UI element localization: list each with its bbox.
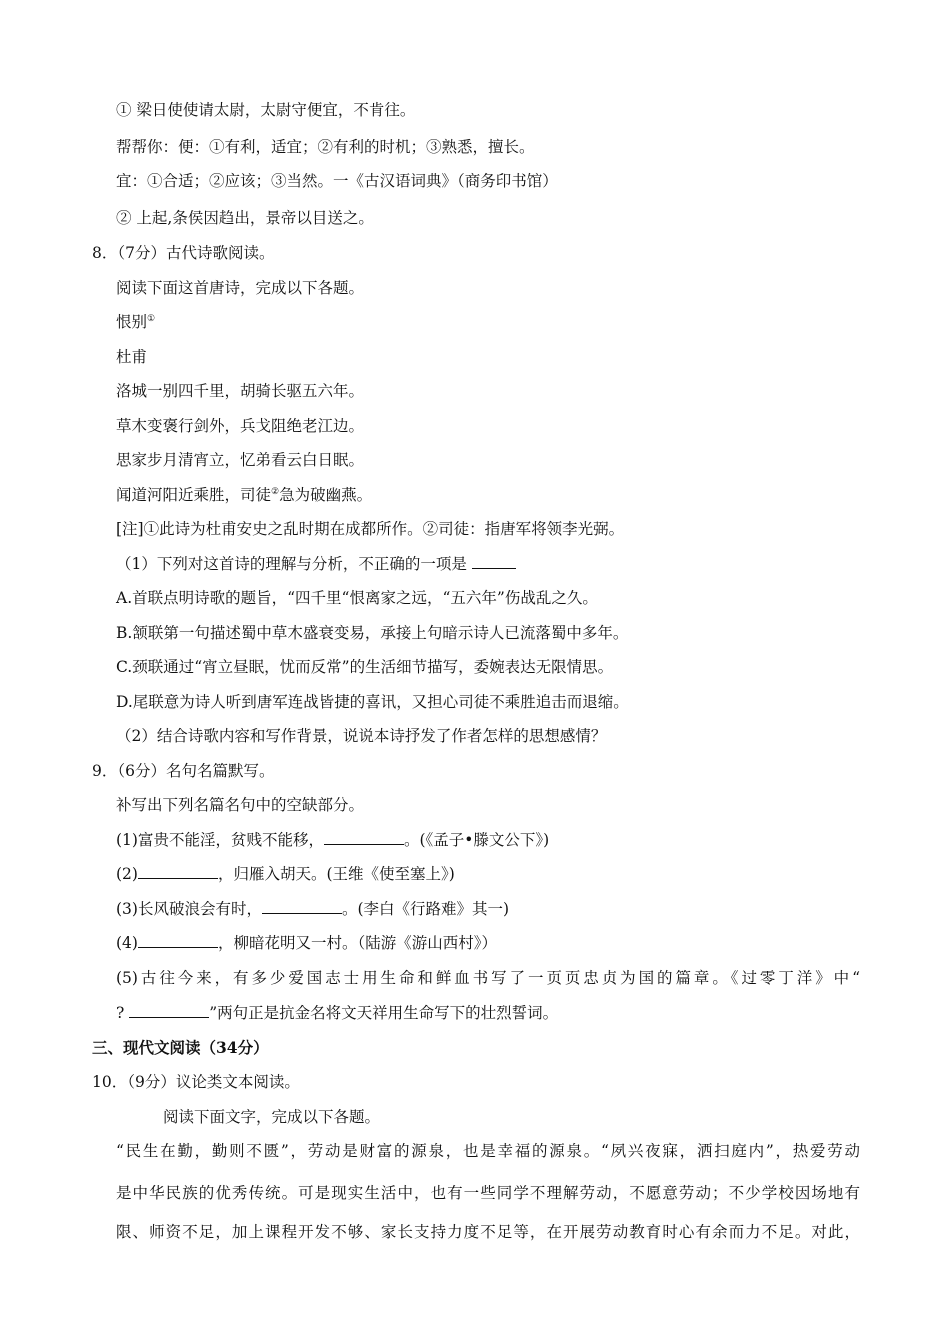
footnote-marker: ②: [271, 486, 280, 497]
poem-line: 洛城一别四千里，胡骑长驱五六年。: [116, 382, 365, 400]
option-c: C.颈联通过“宵立昼眠，忧而反常”的生活细节描写，委婉表达无限情思。: [116, 658, 614, 676]
q9-item-text: 。(李白《行路难》其一): [341, 900, 510, 918]
q10-intro: 阅读下面文字，完成以下各题。: [163, 1108, 381, 1126]
q9-item-text: ”两句正是抗金名将文天祥用生命写下的壮烈誓词。: [209, 1004, 559, 1022]
poem-line: 草木变褒行剑外，兵戈阻绝老江边。: [116, 417, 365, 435]
q9-item-text: (1)富贵不能淫，贫贱不能移，: [116, 831, 324, 849]
answer-blank[interactable]: [262, 899, 342, 914]
q8-sub2: （2）结合诗歌内容和写作背景，说说本诗抒发了作者怎样的思想感情？: [116, 727, 607, 745]
paragraph-line: 限、师资不足，加上课程开发不够、家长支持力度不足等，在开展劳动教育时心有余而力不足。对此，: [116, 1223, 860, 1241]
text-line: ① 梁日使使请太尉，太尉守便宜，不肯往。: [116, 101, 416, 119]
paragraph-line: “民生在勤，勤则不匮”，劳动是财富的源泉，也是幸福的源泉。“夙兴夜寐，洒扫庭内”，热爱劳动: [116, 1142, 860, 1160]
poem-title: [116, 311, 155, 333]
answer-blank[interactable]: [472, 554, 516, 569]
text-line: 宜：①合适；②应该；③当然。一《古汉语词典》（商务印书馆）: [116, 172, 558, 190]
q8-header: 8．（7分）古代诗歌阅读。: [92, 244, 275, 262]
poem-author: 杜甫: [116, 348, 148, 366]
q9-item-2: [116, 863, 455, 885]
poem-title-text: 恨别: [116, 313, 148, 331]
q9-item-text: (3)长风破浪会有时，: [116, 900, 262, 918]
q9-item-text: ?: [116, 1004, 125, 1022]
q8-intro: 阅读下面这首唐诗，完成以下各题。: [116, 279, 365, 297]
q9-item-text: ，归雁入胡天。(王维《使至塞上》): [217, 865, 455, 883]
paragraph-line: 是中华民族的优秀传统。可是现实生活中，也有一些同学不理解劳动，不愿意劳动；不少学校因场地有: [116, 1184, 860, 1202]
option-b: B.颔联第一句描述蜀中草木盛衰变易，承接上句暗示诗人已流落蜀中多年。: [116, 624, 629, 642]
poem-annotation: [注]①此诗为杜甫安史之乱时期在成都所作。②司徒：指唐军将领李光弼。: [116, 520, 625, 538]
poem-line: [116, 484, 372, 506]
q9-intro: 补写出下列名篇名句中的空缺部分。: [116, 796, 365, 814]
q9-item-text: (4): [116, 934, 138, 952]
q9-header: 9．（6分）名句名篇默写。: [92, 762, 275, 780]
footnote-marker: ①: [147, 313, 156, 324]
poem-line: 思家步月清宵立，忆弟看云白日眠。: [116, 451, 365, 469]
answer-blank[interactable]: [129, 1003, 209, 1018]
q9-item-5-cont: [116, 1002, 558, 1024]
q10-header: 10．（9分）议论类文本阅读。: [92, 1073, 300, 1091]
q9-item-text: (2): [116, 865, 138, 883]
q9-item-3: [116, 898, 509, 920]
answer-blank[interactable]: [138, 933, 218, 948]
answer-blank[interactable]: [324, 830, 404, 845]
q9-item-1: [116, 829, 549, 851]
q9-item-text: ，柳暗花明又一村。（陆游《游山西村》）: [217, 934, 497, 952]
text-line: ② 上起,条侯因趋出，景帝以目送之。: [116, 209, 374, 227]
section-heading: 三、现代文阅读（34分）: [92, 1038, 269, 1057]
poem-line-part: 急为破幽燕。: [279, 486, 373, 504]
answer-blank[interactable]: [138, 864, 218, 879]
q9-item-text: 。(《孟子•滕文公下》): [403, 831, 550, 849]
q8-sub1-text: （1）下列对这首诗的理解与分析，不正确的一项是: [116, 555, 467, 573]
option-d: D.尾联意为诗人听到唐军连战皆捷的喜讯，又担心司徒不乘胜追击而退缩。: [116, 693, 629, 711]
q9-item-5: (5)古往今来，有多少爱国志士用生命和鲜血书写了一页页忠贞为国的篇章。《过零丁洋》中“: [116, 969, 860, 987]
q8-sub1: [116, 553, 516, 575]
text-line: 帮帮你：便：①有利，适宜；②有利的时机；③熟悉，擅长。: [116, 138, 535, 156]
option-a: A.首联点明诗歌的题旨，“四千里“恨离家之远，“五六年”伤战乱之久。: [116, 589, 598, 607]
poem-line-part: 闻道河阳近乘胜，司徒: [116, 486, 272, 504]
q9-item-4: [116, 932, 497, 954]
